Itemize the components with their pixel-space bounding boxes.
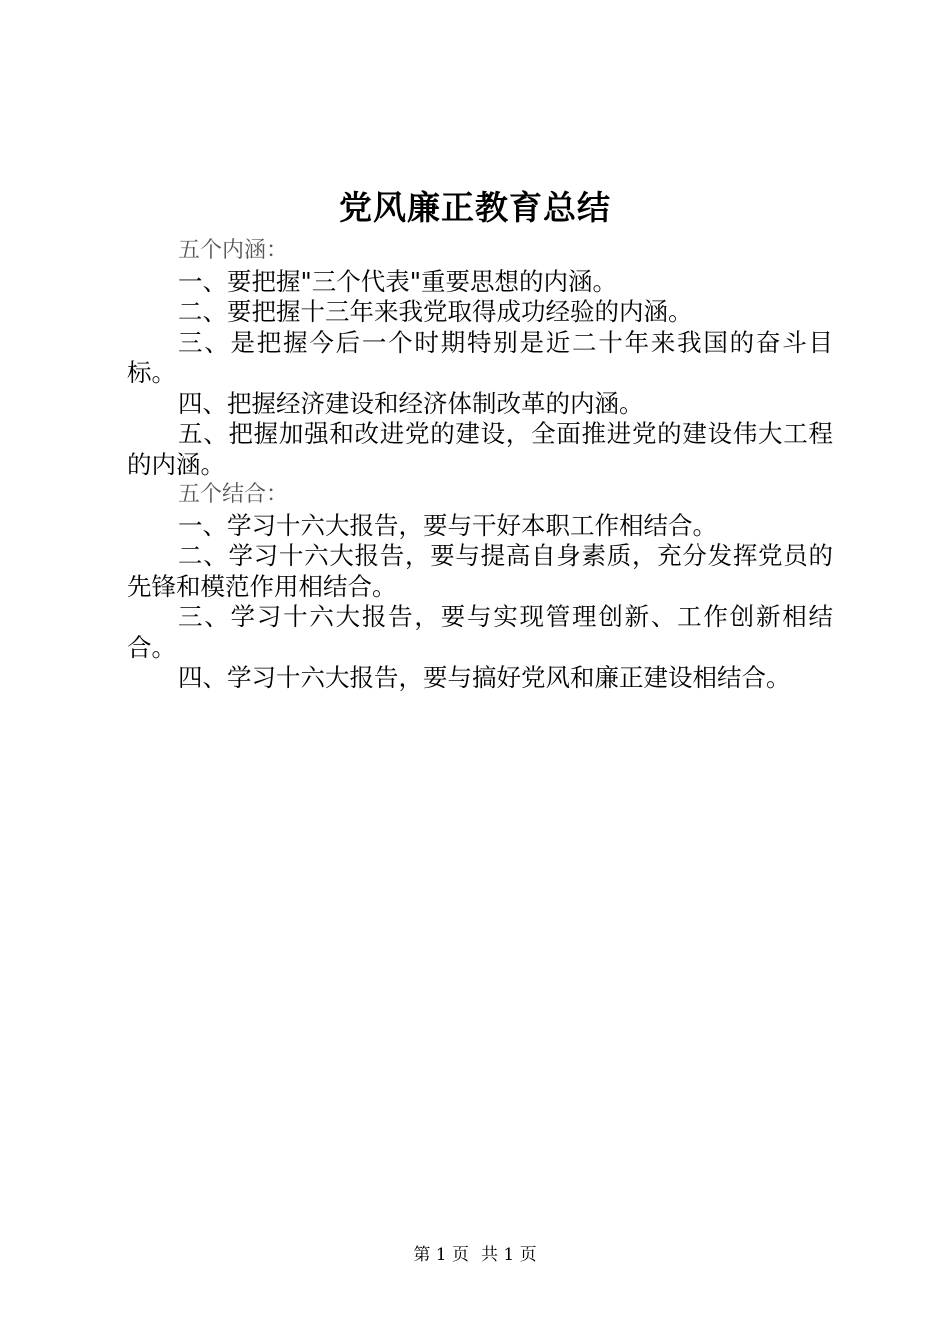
list-item: 五、把握加强和改进党的建设，全面推进党的建设伟大工程的内涵。: [127, 419, 833, 479]
section-heading-combinations: 五个结合：: [178, 482, 289, 507]
list-item: 三、是把握今后一个时期特别是近二十年来我国的奋斗目标。: [127, 327, 833, 387]
page-total: 共 1 页: [481, 1245, 537, 1265]
section-heading-connotations: 五个内涵：: [178, 238, 289, 263]
list-item: 二、学习十六大报告，要与提高自身素质，充分发挥党员的先锋和模范作用相结合。: [127, 541, 833, 601]
list-item: 一、学习十六大报告，要与干好本职工作相结合。: [178, 510, 717, 540]
page-footer: [0, 1243, 950, 1267]
page-title: 党风廉正教育总结: [339, 188, 611, 227]
page-number: 第 1 页: [413, 1245, 469, 1265]
list-item: 一、要把握"三个代表"重要思想的内涵。: [178, 266, 618, 296]
list-item: 三、学习十六大报告，要与实现管理创新、工作创新相结合。: [127, 602, 833, 662]
document-body: [127, 236, 833, 694]
list-item: 四、学习十六大报告，要与搞好党风和廉正建设相结合。: [178, 663, 791, 692]
list-item: 四、把握经济建设和经济体制改革的内涵。: [178, 388, 644, 418]
list-item: 二、要把握十三年来我党取得成功经验的内涵。: [178, 297, 693, 326]
